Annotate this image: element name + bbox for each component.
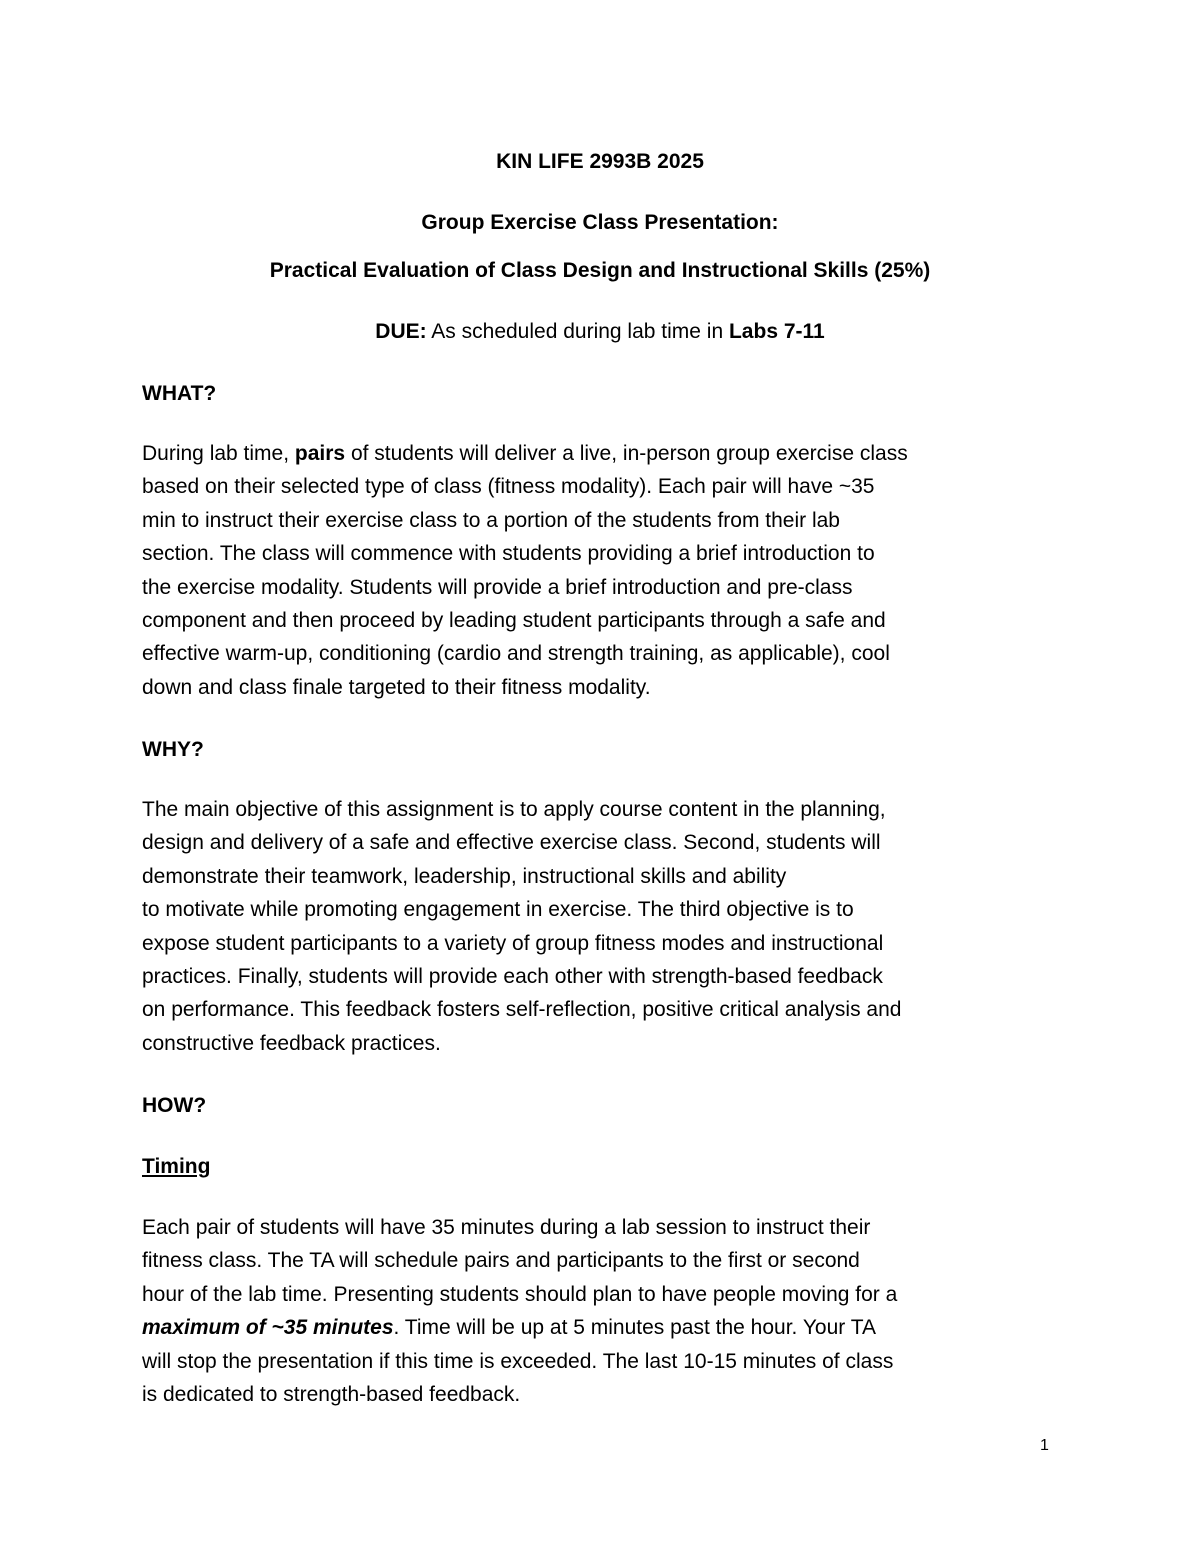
how-line-4: [142, 1311, 1067, 1344]
what-line-6: component and then proceed by leading student participants through a safe and: [142, 609, 886, 633]
due-line: [0, 318, 1200, 346]
why-line-6: practices. Finally, students will provide each other with strength-based feedback: [142, 965, 883, 989]
what-heading: WHAT?: [142, 382, 217, 405]
course-title: KIN LIFE 2993B 2025: [496, 150, 704, 173]
why-line-5: expose student participants to a variety of group fitness modes and instructional: [142, 931, 884, 955]
how-line-3: hour of the lab time. Presenting students should plan to have people moving for a: [142, 1282, 898, 1306]
due-text: As scheduled during lab time in: [426, 320, 729, 343]
why-line-7: on performance. This feedback fosters self-reflection, positive critical analysis and: [142, 998, 902, 1022]
page-number: 1: [1040, 1437, 1049, 1454]
what-line-1-bold: pairs: [294, 442, 346, 465]
why-line-3: demonstrate their teamwork, leadership, instructional skills and ability: [142, 864, 787, 888]
what-paragraph: [142, 437, 1067, 704]
what-line-8: down and class finale targeted to their fitness modality.: [142, 675, 651, 699]
what-line-5: the exercise modality. Students will provide a brief introduction and pre-class: [142, 575, 853, 599]
what-line-1: [142, 437, 1067, 470]
how-paragraph: [142, 1211, 1067, 1411]
timing-subheading: Timing: [142, 1155, 211, 1178]
why-line-8: constructive feedback practices.: [142, 1031, 441, 1055]
why-line-2: design and delivery of a safe and effective exercise class. Second, students will: [142, 831, 881, 855]
why-line-4: to motivate while promoting engagement in exercise. The third objective is to: [142, 898, 854, 922]
what-line-7: effective warm-up, conditioning (cardio and strength training, as applicable), cool: [142, 642, 890, 666]
why-paragraph: [142, 793, 1067, 1060]
how-line-5: will stop the presentation if this time is exceeded. The last 10-15 minutes of class: [142, 1349, 894, 1373]
how-line-6: is dedicated to strength-based feedback.: [142, 1383, 521, 1407]
assignment-title: Group Exercise Class Presentation:: [421, 211, 779, 234]
what-line-4: section. The class will commence with students providing a brief introduction to: [142, 542, 875, 566]
how-line-1: Each pair of students will have 35 minutes during a lab session to instruct their: [142, 1216, 871, 1239]
what-line-2: based on their selected type of class (fitness modality). Each pair will have ~35: [142, 475, 875, 499]
how-line-4-emphasis: maximum of ~35 minutes: [142, 1316, 394, 1340]
how-heading: HOW?: [142, 1094, 207, 1117]
how-line-2: fitness class. The TA will schedule pairs and participants to the first or second: [142, 1249, 860, 1273]
why-heading: WHY?: [142, 738, 204, 761]
assignment-subtitle: Practical Evaluation of Class Design and Instructional Skills (25%): [269, 259, 931, 282]
what-line-1-c: of students will deliver a live, in-person group exercise class: [345, 442, 908, 465]
what-line-1-a: During lab time,: [142, 442, 295, 465]
due-labs: Labs 7-11: [728, 320, 825, 343]
what-line-3: min to instruct their exercise class to a portion of the students from their lab: [142, 508, 840, 532]
how-line-4-rest: . Time will be up at 5 minutes past the hour. Your TA: [393, 1316, 876, 1340]
why-line-1: The main objective of this assignment is to apply course content in the planning,: [142, 798, 886, 821]
due-label: DUE:: [375, 320, 427, 343]
